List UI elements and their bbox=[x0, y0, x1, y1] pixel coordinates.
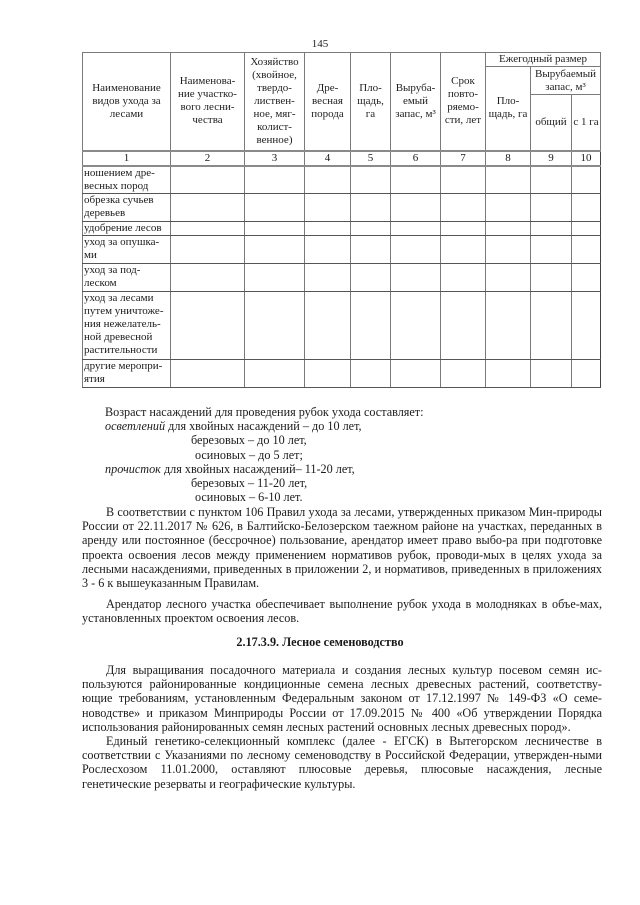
table-row bbox=[83, 194, 601, 222]
empty-cell bbox=[441, 264, 486, 292]
header-annual-size: Ежегодный размер bbox=[486, 53, 601, 67]
empty-cell bbox=[531, 194, 572, 222]
section-heading: 2.17.3.9. Лесное семеноводство bbox=[236, 635, 404, 649]
empty-cell bbox=[531, 236, 572, 264]
table-row bbox=[83, 236, 601, 264]
empty-cell bbox=[441, 236, 486, 264]
empty-cell bbox=[531, 166, 572, 194]
empty-cell bbox=[391, 292, 441, 360]
empty-cell bbox=[351, 292, 391, 360]
age-clearing-aspen: осиновых – до 5 лет; bbox=[195, 447, 303, 462]
care-type-cell: уход за под-леском bbox=[83, 264, 171, 292]
empty-cell bbox=[572, 236, 601, 264]
empty-cell bbox=[351, 360, 391, 388]
care-type-cell: другие меропри-ятия bbox=[83, 360, 171, 388]
empty-cell bbox=[171, 264, 245, 292]
empty-cell bbox=[171, 222, 245, 236]
header-area: Пло-щадь, га bbox=[351, 53, 391, 151]
empty-cell bbox=[486, 194, 531, 222]
paragraph-seed-material: Для выращивания посадочного материала и создания лесных культур посевом семян ис-пользуются районированные кондиционные семена лесных древесных растений, соответству-ющие требованиям, установленным Федеральным законом от 17.12.1997 № 149-ФЗ «О семе-новодстве» и приказом Минприроды России от 17.09.2015 № 400 «Об утверждении Порядка использования районированных семян лесных растений основных лесных древесных пород». bbox=[82, 663, 602, 734]
care-type-cell: ношением дре-весных пород bbox=[83, 166, 171, 194]
empty-cell bbox=[531, 264, 572, 292]
column-number: 3 bbox=[245, 151, 305, 166]
header-volume-per-ha: с 1 га bbox=[572, 95, 601, 151]
empty-cell bbox=[486, 292, 531, 360]
care-type-cell: уход за лесами путем уничтоже-ния нежелатель-ной древесной растительности bbox=[83, 292, 171, 360]
empty-cell bbox=[531, 222, 572, 236]
empty-cell bbox=[351, 166, 391, 194]
empty-cell bbox=[441, 166, 486, 194]
header-tree-species: Дре-весная порода bbox=[305, 53, 351, 151]
empty-cell bbox=[245, 360, 305, 388]
table-row bbox=[83, 166, 601, 194]
empty-cell bbox=[171, 166, 245, 194]
empty-cell bbox=[486, 360, 531, 388]
empty-cell bbox=[245, 222, 305, 236]
table-row bbox=[83, 292, 601, 360]
care-type-cell: обрезка сучьев деревьев bbox=[83, 194, 171, 222]
empty-cell bbox=[351, 236, 391, 264]
empty-cell bbox=[572, 166, 601, 194]
empty-cell bbox=[305, 292, 351, 360]
paragraph-tenant-obligation: Арендатор лесного участка обеспечивает выполнение рубок ухода в молодняках в объе-мах, установленных проектом освоения лесов. bbox=[82, 597, 602, 626]
empty-cell bbox=[245, 236, 305, 264]
empty-cell bbox=[305, 360, 351, 388]
empty-cell bbox=[572, 292, 601, 360]
empty-cell bbox=[305, 236, 351, 264]
header-annual-volume: Вырубаемый запас, м³ bbox=[531, 67, 601, 95]
age-thinning-birch: березовых – 11-20 лет, bbox=[191, 476, 308, 491]
empty-cell bbox=[391, 360, 441, 388]
empty-cell bbox=[305, 166, 351, 194]
column-number: 9 bbox=[531, 151, 572, 166]
empty-cell bbox=[351, 222, 391, 236]
empty-cell bbox=[171, 236, 245, 264]
header-harvest-volume: Выруба-емый запас, м³ bbox=[391, 53, 441, 151]
age-clearing-birch: березовых – до 10 лет, bbox=[191, 433, 307, 448]
empty-cell bbox=[486, 222, 531, 236]
empty-cell bbox=[305, 264, 351, 292]
column-number-row bbox=[83, 151, 601, 166]
header-economy-type: Хозяйство (хвойное, твердо-листвен-ное, мяг-колист-венное) bbox=[245, 53, 305, 151]
column-number: 10 bbox=[572, 151, 601, 166]
header-volume-total: общий bbox=[531, 95, 572, 151]
empty-cell bbox=[391, 194, 441, 222]
age-thinning-aspen: осиновых – 6-10 лет. bbox=[195, 490, 303, 505]
empty-cell bbox=[441, 360, 486, 388]
empty-cell bbox=[572, 194, 601, 222]
header-repeat-period: Срок повто-ряемо-сти, лет bbox=[441, 53, 486, 151]
empty-cell bbox=[171, 292, 245, 360]
paragraph-care-rules: В соответствии с пунктом 106 Правил ухода за лесами, утвержденных приказом Мин-природы России от 22.11.2017 № 626, в Балтийско-Белозерском таежном районе на участках, переданных в аренду или постоянное (бессрочное) пользование, арендатор имеет право выбо-ра при подготовке проекта освоения лесов между применением нормативов рубок, проводи-мых в целях ухода за лесными насаждениями, приведенных в приложении 2, и нормативов, приведенных в приложениях 3 - 6 к вышеуказанным Правилам. bbox=[82, 505, 602, 591]
thinning-label: прочисток bbox=[105, 461, 161, 476]
empty-cell bbox=[391, 264, 441, 292]
empty-cell bbox=[171, 194, 245, 222]
age-intro: Возраст насаждений для проведения рубок ухода составляет: bbox=[105, 405, 424, 419]
empty-cell bbox=[531, 292, 572, 360]
empty-cell bbox=[391, 166, 441, 194]
column-number: 8 bbox=[486, 151, 531, 166]
column-number: 2 bbox=[171, 151, 245, 166]
empty-cell bbox=[351, 194, 391, 222]
table-row bbox=[83, 222, 601, 236]
header-annual-area: Пло-щадь, га bbox=[486, 67, 531, 151]
empty-cell bbox=[441, 222, 486, 236]
thinning-conifer-text: для хвойных насаждений– 11-20 лет, bbox=[160, 461, 355, 476]
age-clearing-conifer bbox=[105, 419, 525, 433]
table-row bbox=[83, 264, 601, 292]
empty-cell bbox=[572, 222, 601, 236]
age-thinning-conifer bbox=[105, 462, 525, 476]
table-row bbox=[83, 360, 601, 388]
forest-care-table bbox=[82, 52, 601, 388]
empty-cell bbox=[486, 236, 531, 264]
empty-cell bbox=[391, 222, 441, 236]
header-care-type: Наименование видов ухода за лесами bbox=[83, 53, 171, 151]
empty-cell bbox=[245, 194, 305, 222]
empty-cell bbox=[441, 194, 486, 222]
clearing-conifer-text: для хвойных насаждений – до 10 лет, bbox=[165, 419, 362, 434]
empty-cell bbox=[572, 360, 601, 388]
empty-cell bbox=[245, 292, 305, 360]
empty-cell bbox=[245, 166, 305, 194]
empty-cell bbox=[572, 264, 601, 292]
empty-cell bbox=[171, 360, 245, 388]
page-number: 145 bbox=[311, 38, 329, 50]
column-number: 4 bbox=[305, 151, 351, 166]
empty-cell bbox=[305, 222, 351, 236]
empty-cell bbox=[351, 264, 391, 292]
empty-cell bbox=[531, 360, 572, 388]
empty-cell bbox=[391, 236, 441, 264]
column-number: 5 bbox=[351, 151, 391, 166]
care-type-cell: уход за опушка-ми bbox=[83, 236, 171, 264]
header-district-forestry: Наименова-ние участко-вого лесни-чества bbox=[171, 53, 245, 151]
care-age-list bbox=[105, 405, 525, 504]
empty-cell bbox=[441, 292, 486, 360]
care-type-cell: удобрение лесов bbox=[83, 222, 171, 236]
column-number: 1 bbox=[83, 151, 171, 166]
paragraph-genetic-complex: Единый генетико-селекционный комплекс (далее - ЕГСК) в Вытегорском лесничестве в соответствии с Указаниями по лесному семеноводству в Российской Федерации, утвержден-ными Рослесхозом 11.01.2000, оставляют плюсовые деревья, плюсовые насаждения, лесные генетические резерваты и географические культуры. bbox=[82, 734, 602, 791]
clearing-label: осветлений bbox=[105, 419, 166, 434]
empty-cell bbox=[486, 264, 531, 292]
column-number: 6 bbox=[391, 151, 441, 166]
empty-cell bbox=[245, 264, 305, 292]
column-number: 7 bbox=[441, 151, 486, 166]
empty-cell bbox=[305, 194, 351, 222]
empty-cell bbox=[486, 166, 531, 194]
